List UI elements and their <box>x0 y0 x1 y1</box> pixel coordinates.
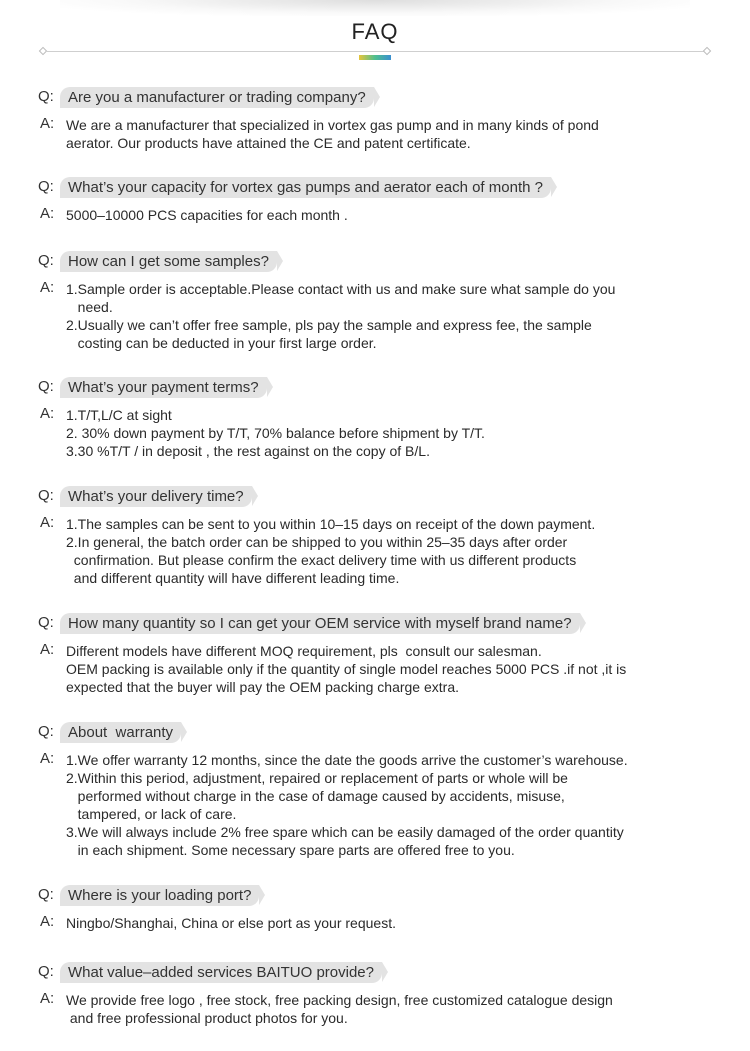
divider-line <box>46 51 704 52</box>
answer-line: expected that the buyer will pay the OEM packing charge extra. <box>66 679 459 695</box>
page-header <box>0 18 750 46</box>
answer-marker: A: <box>40 405 55 422</box>
page-title: FAQ <box>351 19 399 44</box>
answer-line: Ningbo/Shanghai, China or else port as your request. <box>66 915 396 931</box>
question-text: What’s your delivery time? <box>60 486 252 507</box>
answer-line: and different quantity will have different leading time. <box>66 570 400 586</box>
question-marker: Q: <box>38 252 54 269</box>
faq-item-manufacturer <box>38 86 728 152</box>
faq-item-loading-port <box>38 884 728 932</box>
question-row <box>38 721 728 743</box>
question-marker: Q: <box>38 178 54 195</box>
answer-line: 2.In general, the batch order can be shipped to you within 25–35 days after order <box>66 534 568 550</box>
answer-line: 3.We will always include 2% free spare which can be easily damaged of the order quantity <box>66 824 624 840</box>
question-row <box>38 376 728 398</box>
divider-diamond-right-icon <box>703 47 711 55</box>
answer-block <box>38 406 728 460</box>
faq-item-delivery <box>38 485 728 587</box>
faq-item-payment <box>38 376 728 460</box>
answer-line: confirmation. But please confirm the exact delivery time with us different products <box>66 552 577 568</box>
answer-block <box>38 642 728 696</box>
faq-item-value-added <box>38 961 728 1027</box>
faq-item-capacity <box>38 176 728 224</box>
question-text: Are you a manufacturer or trading company? <box>60 87 374 108</box>
question-text: About warranty <box>60 722 181 743</box>
answer-marker: A: <box>40 279 55 296</box>
answer-line: aerator. Our products have attained the CE and patent certificate. <box>66 135 471 151</box>
header-divider <box>40 51 710 53</box>
question-marker: Q: <box>38 886 54 903</box>
faq-item-warranty <box>38 721 728 859</box>
question-row <box>38 86 728 108</box>
answer-line: We provide free logo , free stock, free packing design, free customized catalogue design <box>66 992 613 1008</box>
answer-line: 1.The samples can be sent to you within 10–15 days on receipt of the down payment. <box>66 516 596 532</box>
answer-line: Different models have different MOQ requirement, pls consult our salesman. <box>66 643 542 659</box>
answer-marker: A: <box>40 750 55 767</box>
answer-marker: A: <box>40 913 55 930</box>
answer-block <box>38 515 728 587</box>
question-row <box>38 612 728 634</box>
answer-line: 2. 30% down payment by T/T, 70% balance before shipment by T/T. <box>66 425 485 441</box>
answer-line: 2.Within this period, adjustment, repaired or replacement of parts or whole will be <box>66 770 568 786</box>
question-text: What value–added services BAITUO provide? <box>60 962 382 983</box>
question-text: How can I get some samples? <box>60 251 277 272</box>
title-accent-bar <box>359 55 391 60</box>
answer-line: 2.Usually we can’t offer free sample, pls pay the sample and express fee, the sample <box>66 317 592 333</box>
question-row <box>38 485 728 507</box>
answer-marker: A: <box>40 115 55 132</box>
answer-block <box>38 280 728 352</box>
answer-line: tampered, or lack of care. <box>66 806 237 822</box>
question-text: Where is your loading port? <box>60 885 259 906</box>
question-marker: Q: <box>38 723 54 740</box>
answer-line: OEM packing is available only if the quantity of single model reaches 5000 PCS .if not ,it is <box>66 661 627 677</box>
answer-block <box>38 751 728 859</box>
question-marker: Q: <box>38 614 54 631</box>
question-marker: Q: <box>38 378 54 395</box>
answer-block <box>38 991 728 1027</box>
faq-item-oem <box>38 612 728 696</box>
answer-line: 5000–10000 PCS capacities for each month . <box>66 207 348 223</box>
question-marker: Q: <box>38 88 54 105</box>
answer-line: 1.We offer warranty 12 months, since the date the goods arrive the customer’s warehouse. <box>66 752 628 768</box>
answer-line: costing can be deducted in your first large order. <box>66 335 377 351</box>
answer-line: 1.Sample order is acceptable.Please contact with us and make sure what sample do you <box>66 281 616 297</box>
question-row <box>38 884 728 906</box>
answer-line: 3.30 %T/T / in deposit , the rest against on the copy of B/L. <box>66 443 430 459</box>
question-text: What’s your payment terms? <box>60 377 267 398</box>
question-marker: Q: <box>38 487 54 504</box>
answer-marker: A: <box>40 514 55 531</box>
answer-block <box>38 206 728 224</box>
answer-line: and free professional product photos for you. <box>66 1010 348 1026</box>
answer-line: performed without charge in the case of damage caused by accidents, misuse, <box>66 788 565 804</box>
top-shadow <box>60 0 690 16</box>
question-text: What’s your capacity for vortex gas pumps and aerator each of month ? <box>60 177 551 198</box>
answer-line: We are a manufacturer that specialized in vortex gas pump and in many kinds of pond <box>66 117 599 133</box>
answer-line: in each shipment. Some necessary spare parts are offered free to you. <box>66 842 515 858</box>
answer-block <box>38 914 728 932</box>
faq-item-samples <box>38 250 728 352</box>
answer-line: 1.T/T,L/C at sight <box>66 407 172 423</box>
question-text: How many quantity so I can get your OEM service with myself brand name? <box>60 613 580 634</box>
answer-marker: A: <box>40 205 55 222</box>
question-marker: Q: <box>38 963 54 980</box>
answer-block <box>38 116 728 152</box>
answer-marker: A: <box>40 990 55 1007</box>
question-row <box>38 250 728 272</box>
question-row <box>38 961 728 983</box>
question-row <box>38 176 728 198</box>
answer-line: need. <box>66 299 113 315</box>
answer-marker: A: <box>40 641 55 658</box>
